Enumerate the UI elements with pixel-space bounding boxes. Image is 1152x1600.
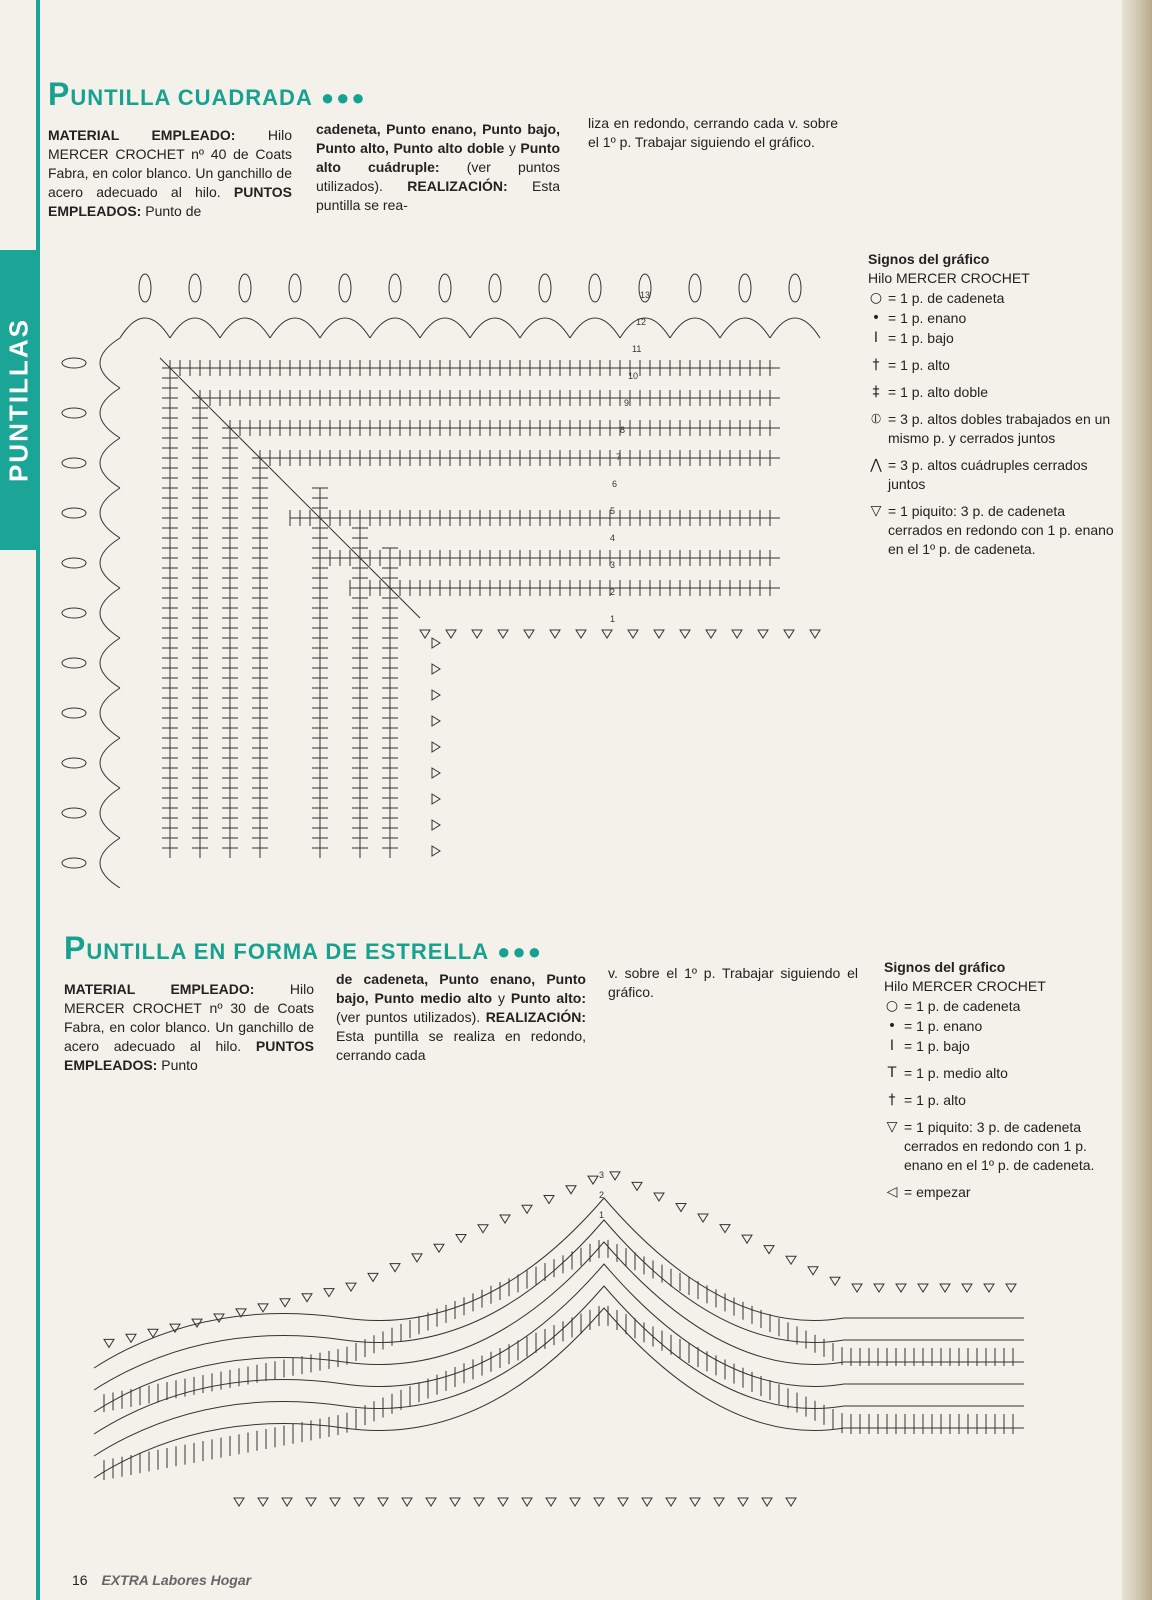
chart-arch bbox=[100, 338, 120, 388]
chart-picot bbox=[432, 638, 440, 648]
chart-row-line bbox=[94, 1286, 1024, 1456]
chart-picot bbox=[302, 1294, 312, 1302]
chart-picot bbox=[984, 1284, 994, 1292]
legend-item bbox=[868, 383, 1118, 402]
chart-picot bbox=[426, 1498, 436, 1506]
chart-picot bbox=[544, 1196, 554, 1204]
legend-item bbox=[884, 1064, 1124, 1083]
section2-col3: v. sobre el 1º p. Trabajar siguiendo el gráfico. bbox=[608, 965, 858, 1000]
legend-item bbox=[884, 997, 1124, 1016]
legend-symbol-icon: ⦶ bbox=[870, 411, 882, 427]
title-dots: ●●● bbox=[320, 85, 367, 110]
chart-cluster bbox=[739, 274, 751, 302]
chart-picot bbox=[588, 1176, 598, 1184]
legend-text: = 1 p. alto bbox=[888, 357, 950, 373]
chart-row-line bbox=[94, 1264, 1024, 1434]
chart-arch bbox=[470, 318, 520, 338]
chart-picot bbox=[474, 1498, 484, 1506]
chart-picot bbox=[1006, 1284, 1016, 1292]
chart-picot bbox=[368, 1273, 378, 1281]
chart-picot bbox=[720, 1225, 730, 1233]
chart-picot bbox=[524, 630, 534, 638]
chart-round-number: 8 bbox=[620, 425, 626, 435]
legend-item bbox=[868, 502, 1118, 559]
chart-picot bbox=[280, 1299, 290, 1307]
page-number: 16 bbox=[72, 1572, 88, 1588]
legend-symbol-icon: ○ bbox=[869, 290, 883, 306]
legend-text: = 1 p. alto doble bbox=[888, 384, 989, 400]
chart-picot bbox=[808, 1267, 818, 1275]
side-accent-line bbox=[36, 0, 40, 1600]
legend-text: = 1 p. medio alto bbox=[904, 1065, 1008, 1081]
chart-picot bbox=[420, 630, 430, 638]
chart-picot bbox=[618, 1498, 628, 1506]
chart-picot bbox=[602, 630, 612, 638]
chart-picot bbox=[546, 1498, 556, 1506]
chart-picot bbox=[918, 1284, 928, 1292]
chart-picot bbox=[306, 1498, 316, 1506]
star-edging-chart bbox=[84, 1168, 1034, 1518]
chart-arch bbox=[270, 318, 320, 338]
chart-picot bbox=[680, 630, 690, 638]
legend-item bbox=[868, 329, 1118, 348]
chart-arch bbox=[100, 538, 120, 588]
section1-col3: liza en redondo, cerrando cada v. sobre el 1º p. Trabajar siguiendo el gráfico. bbox=[588, 115, 838, 150]
section1-col2: cadeneta, Punto enano, Punto bajo, Punto alto, Punto alto doble y Punto alto cuádruple: (ver puntos utilizados). REALIZACIÓN: Esta puntilla se rea- bbox=[316, 121, 561, 213]
legend-item bbox=[868, 456, 1118, 494]
legend-text: = 1 p. bajo bbox=[904, 1038, 970, 1054]
chart-picot bbox=[432, 794, 440, 804]
chart-picot bbox=[610, 1172, 620, 1180]
legend-text: = 1 p. de cadeneta bbox=[888, 290, 1005, 306]
legend-heading: Signos del gráfico bbox=[868, 251, 990, 267]
legend-text: = 3 p. altos dobles trabajados en un mismo p. y cerrados juntos bbox=[888, 411, 1111, 446]
page-edge-shadow bbox=[1122, 0, 1152, 1600]
chart-picot bbox=[810, 630, 820, 638]
chart-arch bbox=[100, 488, 120, 538]
legend-item bbox=[868, 289, 1118, 308]
chart-picot bbox=[432, 716, 440, 726]
chart-cluster bbox=[189, 274, 201, 302]
chart-arch bbox=[100, 388, 120, 438]
legend-symbol-icon: T bbox=[887, 1065, 897, 1081]
chart-arch bbox=[670, 318, 720, 338]
legend-symbol-icon: I bbox=[889, 1038, 895, 1054]
legend-item bbox=[884, 1118, 1124, 1175]
chart-picot bbox=[432, 768, 440, 778]
chart-round-number: 1 bbox=[599, 1210, 605, 1220]
chart-picot bbox=[498, 630, 508, 638]
chart-picot bbox=[784, 630, 794, 638]
chart-round-number: 2 bbox=[599, 1190, 605, 1200]
section1-col1: MATERIAL EMPLEADO: Hilo MERCER CROCHET nº 40 de Coats Fabra, en color blanco. Un ganchillo de acero adecuado al hilo. PUNTOS EMPLEADOS: Punto de bbox=[48, 127, 292, 219]
chart-picot bbox=[594, 1498, 604, 1506]
chart-picot bbox=[432, 820, 440, 830]
chart-arch bbox=[520, 318, 570, 338]
chart-picot bbox=[738, 1498, 748, 1506]
chart-picot bbox=[742, 1235, 752, 1243]
chart-picot bbox=[450, 1498, 460, 1506]
chart-picot bbox=[432, 664, 440, 674]
chart-round-number: 9 bbox=[624, 398, 630, 408]
chart-cluster bbox=[339, 274, 351, 302]
chart-round-number: 11 bbox=[632, 344, 642, 354]
chart-cluster bbox=[289, 274, 301, 302]
chart-round-number: 1 bbox=[610, 614, 616, 624]
chart-cluster bbox=[489, 274, 501, 302]
chart-picot bbox=[432, 690, 440, 700]
legend-text: = 1 p. de cadeneta bbox=[904, 998, 1021, 1014]
chart-round-number: 3 bbox=[610, 560, 616, 570]
chart-arch bbox=[170, 318, 220, 338]
legend-item bbox=[868, 309, 1118, 328]
chart-arch bbox=[100, 738, 120, 788]
chart-picot bbox=[324, 1289, 334, 1297]
chart-arch bbox=[320, 318, 370, 338]
legend-item bbox=[868, 356, 1118, 375]
chart-arch bbox=[120, 318, 170, 338]
legend-text: = 1 piquito: 3 p. de cadeneta cerrados en redondo con 1 p. enano en el 1º p. de cadeneta. bbox=[904, 1119, 1095, 1173]
chart-arch bbox=[100, 438, 120, 488]
chart-round-number: 3 bbox=[599, 1170, 605, 1180]
chart-arch bbox=[100, 588, 120, 638]
chart-arch bbox=[220, 318, 270, 338]
legend-symbol-icon: ⋀ bbox=[870, 457, 882, 473]
legend-symbol-icon: ○ bbox=[885, 998, 899, 1014]
legend-symbol-icon: † bbox=[872, 357, 880, 373]
chart-cluster bbox=[589, 274, 601, 302]
chart-cluster bbox=[62, 508, 86, 518]
chart-picot bbox=[714, 1498, 724, 1506]
chart-picot bbox=[258, 1498, 268, 1506]
legend-text: = empezar bbox=[904, 1184, 971, 1200]
chart-cluster bbox=[62, 408, 86, 418]
chart-picot bbox=[666, 1498, 676, 1506]
chart-picot bbox=[456, 1234, 466, 1242]
legend-item bbox=[884, 1091, 1124, 1110]
chart-picot bbox=[962, 1284, 972, 1292]
section2-title: PUNTILLA EN FORMA DE ESTRELLA ●●● bbox=[64, 930, 544, 966]
chart-arch bbox=[100, 788, 120, 838]
chart-arch bbox=[100, 838, 120, 888]
chart-picot bbox=[378, 1498, 388, 1506]
chart-picot bbox=[628, 630, 638, 638]
chart-picot bbox=[498, 1498, 508, 1506]
chart-row-line bbox=[94, 1242, 1024, 1412]
chart-cluster bbox=[62, 558, 86, 568]
chart-row-line bbox=[94, 1308, 1024, 1478]
legend-text: = 3 p. altos cuádruples cerrados juntos bbox=[888, 457, 1088, 492]
chart-round-number: 6 bbox=[612, 479, 618, 489]
chart-cluster bbox=[62, 858, 86, 868]
chart-picot bbox=[472, 630, 482, 638]
chart-picot bbox=[786, 1498, 796, 1506]
legend-symbol-icon: • bbox=[887, 1018, 897, 1034]
chart-picot bbox=[346, 1283, 356, 1291]
chart-picot bbox=[104, 1339, 114, 1347]
square-edging-chart bbox=[60, 258, 830, 888]
chart-round-number: 7 bbox=[616, 452, 622, 462]
legend-text: = 1 p. alto bbox=[904, 1092, 966, 1108]
chart-picot bbox=[566, 1186, 576, 1194]
chart-picot bbox=[764, 1246, 774, 1254]
chart-cluster bbox=[62, 708, 86, 718]
section1-legend bbox=[868, 250, 1118, 559]
chart-arch bbox=[720, 318, 770, 338]
chart-picot bbox=[896, 1284, 906, 1292]
chart-picot bbox=[500, 1215, 510, 1223]
chart-picot bbox=[698, 1214, 708, 1222]
chart-round-number: 2 bbox=[610, 587, 616, 597]
chart-picot bbox=[576, 630, 586, 638]
chart-cluster bbox=[62, 608, 86, 618]
title-dots: ●●● bbox=[497, 939, 544, 964]
chart-cluster bbox=[389, 274, 401, 302]
chart-picot bbox=[330, 1498, 340, 1506]
page-footer bbox=[72, 1572, 251, 1588]
chart-picot bbox=[550, 630, 560, 638]
chart-picot bbox=[676, 1204, 686, 1212]
chart-picot bbox=[258, 1304, 268, 1312]
chart-picot bbox=[446, 630, 456, 638]
chart-round-number: 5 bbox=[610, 506, 616, 516]
chart-round-number: 13 bbox=[640, 290, 651, 300]
chart-arch bbox=[420, 318, 470, 338]
chart-picot bbox=[786, 1256, 796, 1264]
chart-picot bbox=[570, 1498, 580, 1506]
chart-picot bbox=[874, 1284, 884, 1292]
chart-picot bbox=[852, 1284, 862, 1292]
chart-arch bbox=[770, 318, 820, 338]
chart-picot bbox=[478, 1225, 488, 1233]
section2-col2: de cadeneta, Punto enano, Punto bajo, Punto medio alto y Punto alto: (ver puntos utilizados). REALIZACIÓN: Esta puntilla se realiza en redondo, cerrando cada bbox=[336, 971, 587, 1063]
chart-picot bbox=[642, 1498, 652, 1506]
chart-cluster bbox=[62, 808, 86, 818]
chart-picot bbox=[732, 630, 742, 638]
side-tab bbox=[0, 250, 38, 550]
chart-cluster bbox=[62, 758, 86, 768]
chart-cluster bbox=[62, 358, 86, 368]
chart-cluster bbox=[789, 274, 801, 302]
chart-cluster bbox=[439, 274, 451, 302]
chart-picot bbox=[522, 1498, 532, 1506]
chart-picot bbox=[632, 1182, 642, 1190]
legend-item bbox=[884, 1017, 1124, 1036]
legend-items bbox=[868, 289, 1118, 559]
chart-cluster bbox=[62, 458, 86, 468]
chart-picot bbox=[432, 742, 440, 752]
legend-text: = 1 p. enano bbox=[904, 1018, 983, 1034]
chart-picot bbox=[654, 630, 664, 638]
side-tab-label: PUNTILLAS bbox=[3, 318, 34, 482]
chart-picot bbox=[522, 1205, 532, 1213]
section2-col1: MATERIAL EMPLEADO: Hilo MERCER CROCHET nº 30 de Coats Fabra, en color blanco. Un ganchillo de acero adecuado al hilo. PUNTOS EMPLEADOS: Punto bbox=[64, 981, 314, 1073]
chart-cluster bbox=[62, 658, 86, 668]
chart-picot bbox=[282, 1498, 292, 1506]
section1-title: PUNTILLA CUADRADA ●●● bbox=[48, 76, 367, 112]
chart-picot bbox=[690, 1498, 700, 1506]
legend-symbol-icon: ‡ bbox=[872, 384, 880, 400]
chart-picot bbox=[412, 1254, 422, 1262]
legend-subheading: Hilo MERCER CROCHET bbox=[868, 270, 1030, 286]
chart-row-line bbox=[94, 1220, 1024, 1390]
section2-legend bbox=[884, 958, 1124, 1202]
chart-cluster bbox=[239, 274, 251, 302]
legend-symbol-icon: • bbox=[871, 310, 881, 326]
legend-text: = 1 p. bajo bbox=[888, 330, 954, 346]
chart-picot bbox=[654, 1193, 664, 1201]
chart-picot bbox=[234, 1498, 244, 1506]
chart-picot bbox=[126, 1334, 136, 1342]
chart-cluster bbox=[139, 274, 151, 302]
legend-item bbox=[884, 1037, 1124, 1056]
legend-symbol-icon: I bbox=[873, 330, 879, 346]
legend-text: = 1 piquito: 3 p. de cadeneta cerrados en redondo con 1 p. enano en el 1º p. de cadeneta. bbox=[888, 503, 1114, 557]
magazine-brand: EXTRA Labores Hogar bbox=[101, 1572, 252, 1588]
chart-picot bbox=[432, 846, 440, 856]
legend-symbol-icon: ▽ bbox=[870, 503, 882, 519]
chart-round-number: 4 bbox=[610, 533, 616, 543]
chart-picot bbox=[940, 1284, 950, 1292]
chart-picot bbox=[434, 1244, 444, 1252]
legend-text: = 1 p. enano bbox=[888, 310, 967, 326]
chart-arch bbox=[570, 318, 620, 338]
legend-symbol-icon: ◁ bbox=[886, 1184, 898, 1200]
chart-picot bbox=[402, 1498, 412, 1506]
chart-cluster bbox=[689, 274, 701, 302]
chart-picot bbox=[830, 1277, 840, 1285]
chart-picot bbox=[762, 1498, 772, 1506]
legend-item bbox=[868, 410, 1118, 448]
legend-subheading: Hilo MERCER CROCHET bbox=[884, 978, 1046, 994]
chart-picot bbox=[390, 1264, 400, 1272]
chart-round-number: 10 bbox=[628, 371, 639, 381]
legend-symbol-icon: † bbox=[888, 1092, 896, 1108]
legend-heading: Signos del gráfico bbox=[884, 959, 1006, 975]
chart-picot bbox=[758, 630, 768, 638]
chart-arch bbox=[100, 688, 120, 738]
chart-arch bbox=[370, 318, 420, 338]
chart-round-number: 12 bbox=[636, 317, 647, 327]
chart-arch bbox=[100, 638, 120, 688]
chart-cluster bbox=[539, 274, 551, 302]
chart-row-line bbox=[94, 1198, 1024, 1368]
chart-picot bbox=[354, 1498, 364, 1506]
chart-picot bbox=[706, 630, 716, 638]
legend-symbol-icon: ▽ bbox=[886, 1119, 898, 1135]
